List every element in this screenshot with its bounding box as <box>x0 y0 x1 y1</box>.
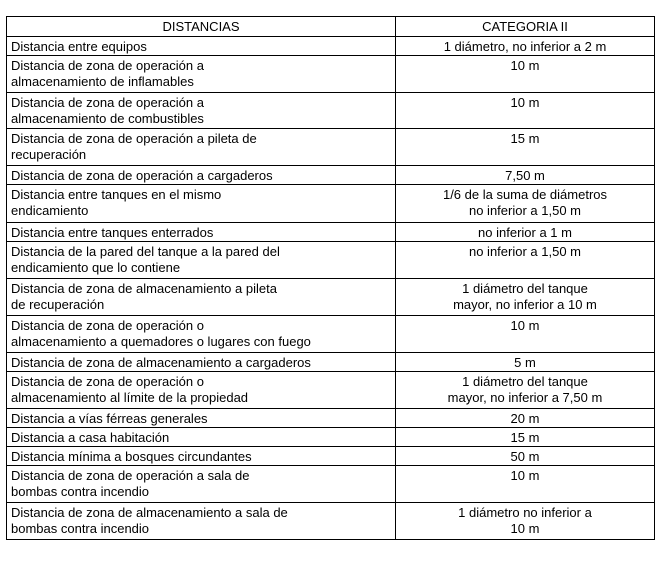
category-cell <box>396 242 655 279</box>
category-text: 5 m <box>514 355 536 370</box>
distance-text: Distancia de zona de operación a <box>11 95 204 110</box>
distance-cell <box>7 223 396 242</box>
distance-text: almacenamiento al límite de la propiedad <box>11 390 249 405</box>
category-text: 10 m <box>510 95 540 110</box>
distance-text: de recuperación <box>11 297 105 312</box>
category-text: 1 diámetro, no inferior a 2 m <box>443 39 607 54</box>
table-row <box>7 428 655 447</box>
distance-text: Distancia de zona de almacenamiento a pileta <box>11 281 277 296</box>
table-row <box>7 56 655 93</box>
category-cell <box>396 166 655 185</box>
distance-text: Distancia de la pared del tanque a la pared del <box>11 244 280 259</box>
category-cell <box>396 353 655 372</box>
distance-text: Distancia de zona de almacenamiento a cargaderos <box>11 355 311 370</box>
category-text: 10 m <box>510 58 540 73</box>
category-text: no inferior a 1,50 m <box>468 244 581 259</box>
distance-cell <box>7 37 396 56</box>
category-cell <box>396 409 655 428</box>
category-text: 15 m <box>510 430 540 445</box>
distance-text: Distancia entre tanques en el mismo <box>11 187 222 202</box>
table-row <box>7 372 655 409</box>
distance-text: Distancia a vías férreas generales <box>11 411 208 426</box>
distance-text: Distancia de zona de operación o <box>11 374 204 389</box>
distance-cell <box>7 316 396 353</box>
category-cell <box>396 447 655 466</box>
category-cell <box>396 93 655 129</box>
distance-text: recuperación <box>11 147 87 162</box>
table-row <box>7 242 655 279</box>
category-cell <box>396 372 655 409</box>
category-cell <box>396 129 655 166</box>
distances-table <box>6 16 655 540</box>
category-cell <box>396 279 655 316</box>
distance-text: bombas contra incendio <box>11 521 150 536</box>
category-text: 20 m <box>510 411 540 426</box>
distance-cell <box>7 185 396 223</box>
category-text: 1 diámetro no inferior a <box>458 505 592 520</box>
distance-cell <box>7 242 396 279</box>
category-cell <box>396 503 655 540</box>
distance-cell <box>7 93 396 129</box>
table-row <box>7 279 655 316</box>
distance-text: endicamiento <box>11 203 89 218</box>
distance-cell <box>7 503 396 540</box>
header-categoria: CATEGORIA II <box>396 17 655 37</box>
distance-cell <box>7 353 396 372</box>
category-text: mayor, no inferior a 10 m <box>453 297 597 312</box>
table-row <box>7 223 655 242</box>
category-text: 1 diámetro del tanque <box>462 281 588 296</box>
category-cell <box>396 466 655 503</box>
table-row <box>7 447 655 466</box>
distance-cell <box>7 409 396 428</box>
table-row <box>7 166 655 185</box>
distance-text: almacenamiento de inflamables <box>11 74 194 89</box>
category-cell <box>396 428 655 447</box>
distance-cell <box>7 428 396 447</box>
distance-text: bombas contra incendio <box>11 484 150 499</box>
category-text: no inferior a 1 m <box>478 225 572 240</box>
table-row <box>7 93 655 129</box>
table-body <box>7 37 655 540</box>
distance-cell <box>7 166 396 185</box>
category-text: no inferior a 1,50 m <box>468 203 581 218</box>
distance-text: Distancia de zona de operación a <box>11 58 204 73</box>
table-row <box>7 409 655 428</box>
distance-cell <box>7 129 396 166</box>
distance-cell <box>7 372 396 409</box>
distance-text: Distancia de zona de operación a sala de <box>11 468 250 483</box>
category-cell <box>396 56 655 93</box>
distance-text: almacenamiento de combustibles <box>11 111 204 126</box>
category-text: 10 m <box>510 468 540 483</box>
table-row <box>7 466 655 503</box>
category-text: 7,50 m <box>505 168 545 183</box>
table-header-row <box>7 17 655 37</box>
distance-cell <box>7 466 396 503</box>
table-row <box>7 37 655 56</box>
distance-text: Distancia entre equipos <box>11 39 147 54</box>
header-distancias: DISTANCIAS <box>7 17 396 37</box>
category-text: 1 diámetro del tanque <box>462 374 588 389</box>
distance-text: endicamiento que lo contiene <box>11 260 181 275</box>
distance-text: Distancia de zona de operación a cargaderos <box>11 168 273 183</box>
distance-text: Distancia a casa habitación <box>11 430 170 445</box>
table-row <box>7 503 655 540</box>
distance-cell <box>7 447 396 466</box>
table-row <box>7 316 655 353</box>
category-text: 1/6 de la suma de diámetros <box>442 187 608 202</box>
distance-text: Distancia de zona de operación a pileta de <box>11 131 257 146</box>
category-text: 50 m <box>510 449 540 464</box>
distance-text: almacenamiento a quemadores o lugares con fuego <box>11 334 311 349</box>
distance-cell <box>7 279 396 316</box>
category-cell <box>396 185 655 223</box>
category-text: 15 m <box>510 131 540 146</box>
category-cell <box>396 316 655 353</box>
category-text: 10 m <box>510 318 540 333</box>
distance-cell <box>7 56 396 93</box>
distance-text: Distancia de zona de operación o <box>11 318 204 333</box>
table-row <box>7 353 655 372</box>
table-row <box>7 185 655 223</box>
category-cell <box>396 223 655 242</box>
distance-text: Distancia mínima a bosques circundantes <box>11 449 252 464</box>
table-row <box>7 129 655 166</box>
distance-text: Distancia de zona de almacenamiento a sala de <box>11 505 288 520</box>
distance-text: Distancia entre tanques enterrados <box>11 225 214 240</box>
category-cell <box>396 37 655 56</box>
category-text: mayor, no inferior a 7,50 m <box>447 390 603 405</box>
category-text: 10 m <box>510 521 540 536</box>
